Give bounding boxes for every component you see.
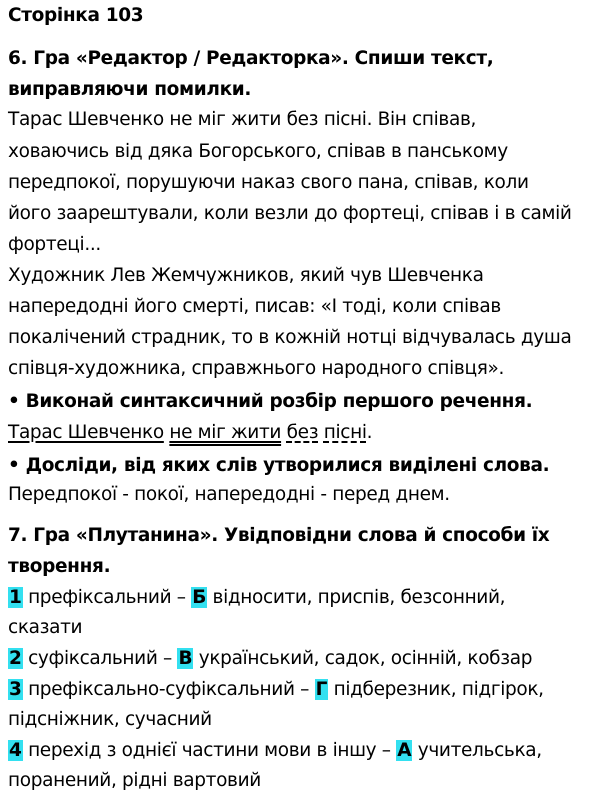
task7-item [8, 737, 542, 765]
item-method: префіксально-суфіксальний – [28, 679, 310, 700]
item-letter-badge: Б [192, 587, 206, 608]
item-method: префіксальний – [28, 587, 186, 608]
task6-text-line: покалічений страдник, то в кожній нотці відчувалась душа [8, 327, 572, 348]
task7-title-cont: творення. [8, 556, 111, 577]
sentence-parse [8, 419, 372, 447]
parse-period: . [366, 422, 373, 443]
page-header: Сторінка 103 [8, 5, 144, 26]
item-words: підберезник, підгірок, [333, 679, 544, 700]
item-number-badge: 1 [9, 587, 22, 608]
parse-preposition: без [286, 422, 319, 443]
item-words: учительська, [417, 740, 542, 761]
item-letter-badge: Г [315, 679, 328, 700]
task6-text-line: співця-художника, справжнього народного співця». [8, 358, 504, 379]
parse-subject: Тарас Шевченко [8, 422, 164, 443]
task6-text-line: Тарас Шевченко не міг жити без пісні. Він співав, [8, 109, 477, 130]
task6-subtask-parse: • Виконай синтаксичний розбір першого речення. [8, 391, 533, 412]
parse-predicate: не міг жити [169, 422, 282, 443]
task7-item-cont: підсніжник, сучасний [8, 709, 212, 730]
parse-object: пісні [323, 422, 367, 443]
task6-text-line: його заарештували, коли везли до фортеці, співав і в самій [8, 203, 572, 224]
item-number-badge: 4 [9, 740, 22, 761]
task7-item-cont: поранений, рідні вартовий [8, 770, 261, 791]
task6-title: 6. Гра «Редактор / Редакторка». Спиши текст, [8, 48, 494, 69]
task6-subtask-research: • Досліди, від яких слів утворилися виділені слова. [8, 455, 550, 476]
task6-text-line: передпокої, порушуючи наказ свого пана, співав, коли [8, 172, 529, 193]
task6-answer: Передпокої - покої, напередодні - перед днем. [8, 484, 450, 505]
task7-item [8, 645, 532, 673]
task7-item [8, 584, 505, 612]
item-letter-badge: А [397, 740, 412, 761]
item-number-badge: 3 [9, 679, 22, 700]
task7-title: 7. Гра «Плутанина». Увідповідни слова й способи їх [8, 525, 550, 546]
item-letter-badge: В [178, 648, 193, 669]
task6-title-cont: виправляючи помилки. [8, 79, 252, 100]
task6-text-line: напередодні його смерті, писав: «І тоді, коли співав [8, 296, 501, 317]
item-method: суфіксальний – [28, 648, 172, 669]
item-words: відносити, приспів, безсонний, [212, 587, 506, 608]
item-method: перехід з однієї частини мови в іншу – [28, 740, 391, 761]
task6-text-line: фортеці... [8, 234, 101, 255]
task6-text-line: ховаючись від дяка Богорського, співав в панському [8, 141, 508, 162]
task6-text-line: Художник Лев Жемчужников, який чув Шевченка [8, 265, 484, 286]
task7-item-cont: сказати [8, 617, 83, 638]
item-words: український, садок, осінній, кобзар [198, 648, 533, 669]
task7-item [8, 676, 544, 704]
item-number-badge: 2 [9, 648, 22, 669]
